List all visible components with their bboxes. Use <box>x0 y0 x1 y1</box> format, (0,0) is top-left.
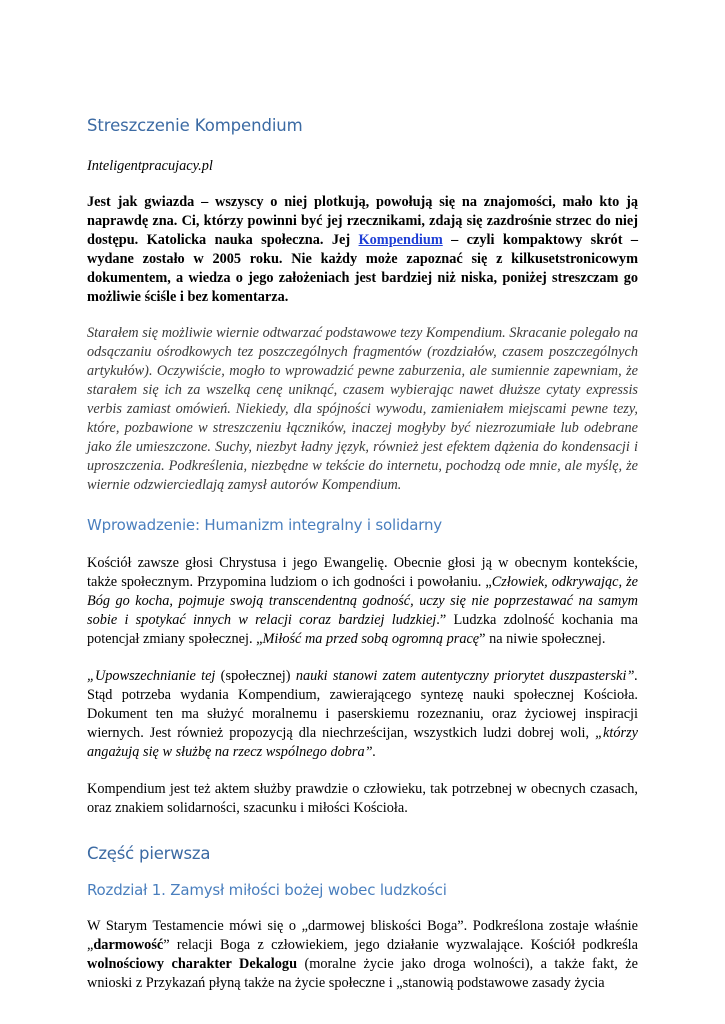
document-title: Streszczenie Kompendium <box>87 116 303 135</box>
kompendium-link[interactable]: Kompendium <box>358 232 443 248</box>
quote-segment: „którzy angażują się w służbę na rzecz wspólnego dobra”. <box>87 725 638 760</box>
intro-paragraph-3: Kompendium jest też aktem służby prawdzie o człowieku, tak potrzebnej w obecnych czasach, oraz znakiem solidarności, szacunku i miłości Kościoła. <box>87 781 638 816</box>
text-segment: Stąd potrzeba wydania Kompendium, zawierającego syntezę nauki społecznej Kościoła. Dokument ten ma służyć moralnemu i paserskiemu rozeznaniu, oraz życiowej inspiracji wiernych. Jest również propozycją dla niechrześcijan, wszystkich ludzi dobrej woli, <box>87 687 638 741</box>
chapter-paragraph <box>87 917 638 993</box>
quote-segment: nauki stanowi zatem autentyczny priorytet duszpasterski”. <box>295 668 638 684</box>
quote-segment: Miłość ma przed sobą ogromną pracę <box>262 631 480 647</box>
intro-heading: Wprowadzenie: Humanizm integralny i solidarny <box>87 516 442 534</box>
text-segment: (moralne życie jako droga wolności), a także fakt, że wnioski z Przykazań płyną także na życie społeczne i „stanowią podstawowe zasady życia <box>87 956 638 991</box>
intro-paragraph-1 <box>87 554 638 649</box>
bold-segment: wolnościowy charakter Dekalogu <box>87 956 298 972</box>
text-segment: ” na niwie społecznej. <box>479 631 606 647</box>
text-segment: Kościół zawsze głosi Chrystusa i jego Ewangelię. Obecnie głosi ją w obecnym kontekście, także społecznym. Przypomina ludziom o ich godności i powołaniu. „ <box>87 555 638 590</box>
author-note-paragraph: Starałem się możliwie wiernie odtwarzać podstawowe tezy Kompendium. Skracanie polegało na odsączaniu ośrodkowych tez poszczególnych fragmentów (rozdziałów, czasem poszczególnych artykułów). Oczywiście, mogło to wprowadzić pewne zaburzenia, ale sumiennie zapewniam, że starałem się ich za wszelką cenę uniknąć, czasem wybierając nawet dłuższe cytaty expressis verbis zamiast omówień. Niekiedy, dla spójności wywodu, zamieniałem miejscami pewne tezy, które, pozbawione w streszczeniu łączników, inaczej mogłyby być niezrozumiałe lub odebrane jako źle umieszczone. Suchy, niezbyt ładny język, również jest efektem dążenia do kondensacji i uproszczenia. Podkreślenia, niezbędne w tekście do internetu, pochodzą ode mnie, ale myślę, że wiernie odzwierciedlają zamysł autorów Kompendium. <box>87 325 638 493</box>
chapter-heading: Rozdział 1. Zamysł miłości bożej wobec ludzkości <box>87 881 447 899</box>
text-segment: .” Ludzka zdolność kochania ma potencjał zmiany społecznej. „ <box>87 612 638 647</box>
quote-segment: Człowiek, odkrywając, że Bóg go kocha, pojmuje swoją transcendentną godność, uczy się nie poprzestawać na samym sobie i spotykać innych w relacji coraz bardziej ludzkiej <box>87 574 638 628</box>
quote-segment: „Upowszechnianie tej <box>87 668 216 684</box>
text-segment: (społecznej) <box>215 668 296 684</box>
lead-paragraph <box>87 193 638 307</box>
source-line: Inteligentpracujacy.pl <box>87 158 213 174</box>
bold-segment: darmowość <box>93 937 164 953</box>
lead-text-before-link: Jest jak gwiazda – wszyscy o niej plotkują, powołują się na znajomości, mało kto ją naprawdę zna. Ci, którzy powinni być jej rzecznikami, zdają się zazdrośnie strzec do niej dostępu. Katolicka nauka społeczna. Jej <box>87 194 638 248</box>
lead-text-after-link: – czyli kompaktowy skrót – wydane zostało w 2005 roku. Nie każdy może zapoznać się z kilkusetstronicowym dokumentem, a wiedza o jego założeniach jest bardziej niż niska, poniżej streszczam go możliwie ściśle i bez komentarza. <box>87 232 638 305</box>
text-segment: W Starym Testamencie mówi się o „darmowej bliskości Boga”. Podkreślona zostaje właśnie „ <box>87 918 638 953</box>
part-heading: Część pierwsza <box>87 844 211 863</box>
intro-paragraph-2 <box>87 667 638 762</box>
text-segment: ” relacji Boga z człowiekiem, jego działanie wyzwalające. Kościół podkreśla <box>163 937 638 953</box>
